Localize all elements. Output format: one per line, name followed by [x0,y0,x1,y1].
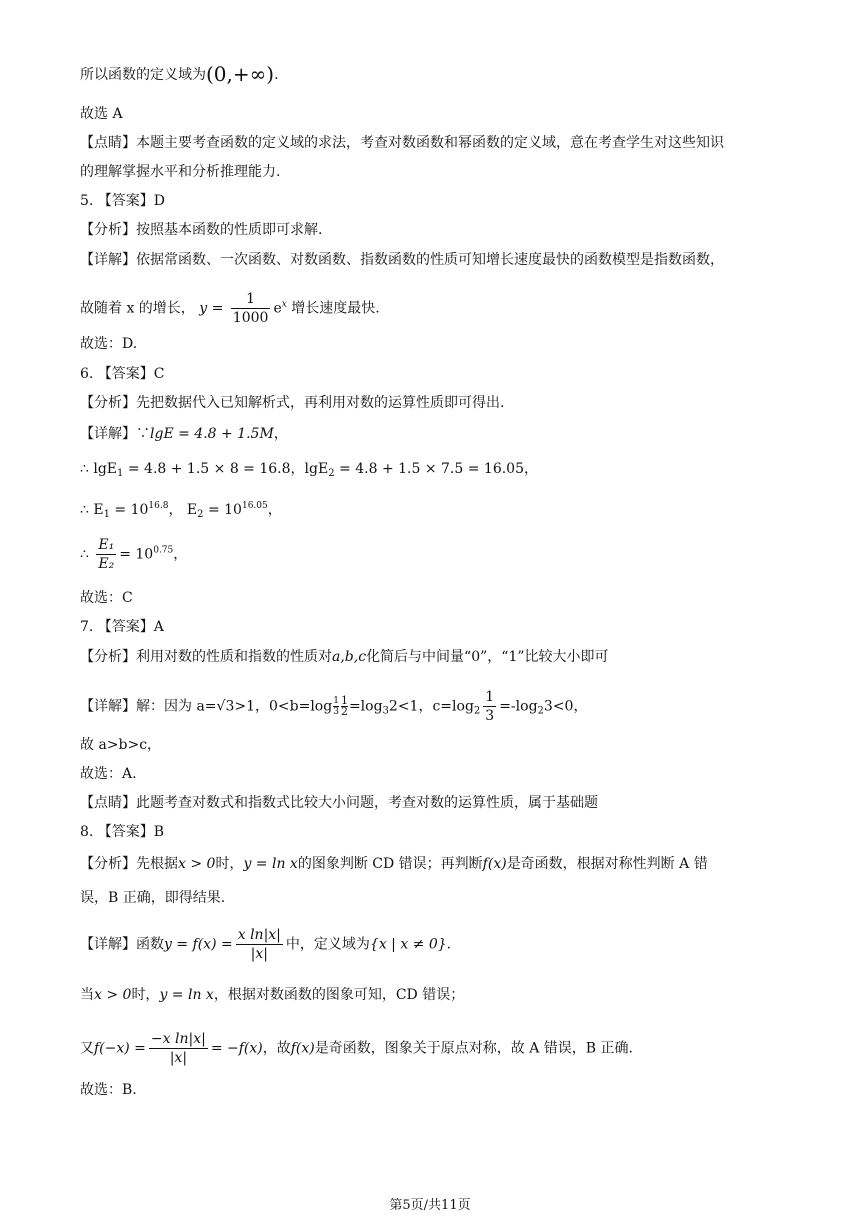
math: E [186,502,198,518]
math: = 10 [109,502,149,518]
text: 【详解】∵ [80,426,150,442]
subscript: 1 [117,468,124,479]
denominator: 3 [333,707,339,717]
text: 【详解】解：因为 a= [80,698,217,715]
text: ， [173,546,188,563]
line-q8-detail [80,926,451,963]
line-q5-analysis: 【分析】按照基本函数的性质即可求解. [80,222,323,238]
numerator: E₁ [98,537,115,553]
denominator: 3 [485,708,495,724]
fraction-e1-e2 [96,536,116,573]
text: 的图象判断 CD 错误；再判断 [297,856,483,872]
line-q7-analysis [80,647,609,667]
exponent: 0.75 [153,545,174,556]
text: >1，0<b=log [234,698,333,715]
line-q8-when [80,985,464,1005]
numerator: 1 [231,290,271,309]
line-q6-detail [80,424,288,444]
exponent: x [281,299,287,310]
small-fraction-base [333,696,339,717]
text: 当 [80,987,94,1003]
text: 是奇函数，图象关于原点对称，故 A 错误，B 正确. [314,1040,633,1057]
text: . [274,67,279,83]
text: 时， [215,856,244,872]
text: ，故 [262,1040,291,1057]
fraction-1-1000 [231,290,271,327]
text: 2<1，c=log [388,698,474,715]
math-set: {x | x ≠ 0} [369,936,447,953]
text: 增长速度最快. [291,300,380,317]
math: = 4.8 + 1.5 × 7.5 = 16.05 [334,461,524,477]
text: ， [267,502,282,518]
numerator: −x ln|x| [150,1031,206,1047]
subscript: 3 [382,705,389,717]
fraction-one-third [483,688,496,725]
text: 时， [131,987,160,1003]
text: ， [524,461,538,477]
text: ，根据对数函数的图象可知，CD 错误； [213,987,465,1003]
text: 化简后与中间量“0”，“1”比较大小即可 [366,649,609,665]
line-q7-choose: 故选：A. [80,766,137,782]
math: = −f(x) [210,1040,263,1057]
math: = 10 [119,546,154,563]
line-q8-analysis-2: 误，B 正确，即得结果. [80,890,226,906]
line-q8-answer: 8. 【答案】B [80,824,165,840]
subscript: 2 [537,705,544,717]
line-choose-a: 故选 A [80,106,123,122]
math: y = ln x [243,856,298,872]
line-q5-detail: 【详解】依据常函数、一次函数、对数函数、指数函数的性质可知增长速度最快的函数模型是指数函数， [80,252,724,268]
line-q7-order: 故 a>b>c， [80,737,162,753]
math-y: y = [199,300,224,317]
text: 中，定义域为 [285,936,370,953]
math: = 10 [203,502,242,518]
denominator: 1000 [232,310,269,326]
math-sqrt: √3 [216,698,235,715]
text: ∴ [80,546,89,563]
math: x > 0 [94,987,132,1003]
numerator: 1 [485,689,495,705]
math: y = ln x [159,987,214,1003]
text: 是奇函数，根据对称性判断 A 错 [506,856,708,872]
math: lgE [304,461,329,477]
line-q5-choose: 故选：D. [80,336,138,352]
line-q5-formula [80,290,380,327]
math: f(x) [482,856,507,872]
small-fraction-half [341,696,348,717]
line-q6-calc [80,459,538,484]
math: ∴ E [80,502,104,518]
line-q5-answer: 5. 【答案】D [80,193,166,209]
text: 故随着 x 的增长， [80,300,195,317]
fraction-xlnx [236,926,283,963]
text: 3<0， [543,698,588,715]
line-q6-answer: 6. 【答案】C [80,366,165,382]
text: 【分析】先根据 [80,856,178,872]
line-q8-odd [80,1030,633,1067]
text: 【详解】函数 [80,936,164,953]
exponent: 16.8 [148,501,169,511]
text: 所以函数的定义域为 [80,67,206,83]
numerator: 1 [333,696,339,706]
denominator: |x| [250,946,268,962]
line-q6-analysis: 【分析】先把数据代入已知解析式，再利用对数的运算性质即可得出. [80,395,505,411]
denominator: E₂ [98,556,115,572]
math: y = f(x) = [164,936,233,953]
subscript: 1 [103,509,110,520]
denominator: 2 [340,705,348,718]
math: x > 0 [178,856,216,872]
text: ， [168,502,183,518]
text: . [446,936,452,953]
line-q8-analysis [80,854,708,874]
fraction-neg-xlnx [149,1030,208,1067]
math: f(−x) = [94,1040,146,1057]
denominator: |x| [169,1050,188,1066]
line-q6-powers [80,496,282,525]
math: f(x) [290,1040,315,1057]
subscript: 2 [473,705,481,717]
math-e: e [273,300,282,317]
math-formula: lgE = 4.8 + 1.5M [150,426,274,442]
page-footer: 第5页/共11页 [389,1198,471,1213]
text: ， [273,426,288,442]
math-interval: (0,+∞) [206,62,275,86]
subscript: 2 [328,468,335,479]
text: =-log [499,698,538,715]
numerator: x ln|x| [237,927,281,943]
math: ∴ lgE [80,461,118,477]
numerator: 1 [340,694,348,707]
line-domain [80,64,279,85]
text: ， [290,461,305,477]
math-abc: a,b,c [332,649,367,665]
text: 又 [80,1040,94,1057]
line-q8-choose: 故选：B. [80,1082,137,1098]
line-comment-1: 【点睛】本题主要考查函数的定义域的求法，考查对数函数和幂函数的定义域，意在考查学生对这些知识 [80,135,724,151]
line-q6-choose: 故选：C [80,590,133,606]
line-q7-answer: 7. 【答案】A [80,619,164,635]
math: = 4.8 + 1.5 × 8 = 16.8 [123,461,291,477]
line-q7-comment: 【点睛】此题考查对数式和指数式比较大小问题，考查对数的运算性质，属于基础题 [80,795,598,811]
line-q7-detail [80,688,587,725]
exponent: 16.05 [241,501,268,511]
line-comment-2: 的理解掌握水平和分析推理能力. [80,164,281,180]
text: =log [348,698,383,715]
subscript: 2 [197,509,204,520]
line-q6-ratio [80,536,187,573]
text: 【分析】利用对数的性质和指数的性质对 [80,649,332,665]
